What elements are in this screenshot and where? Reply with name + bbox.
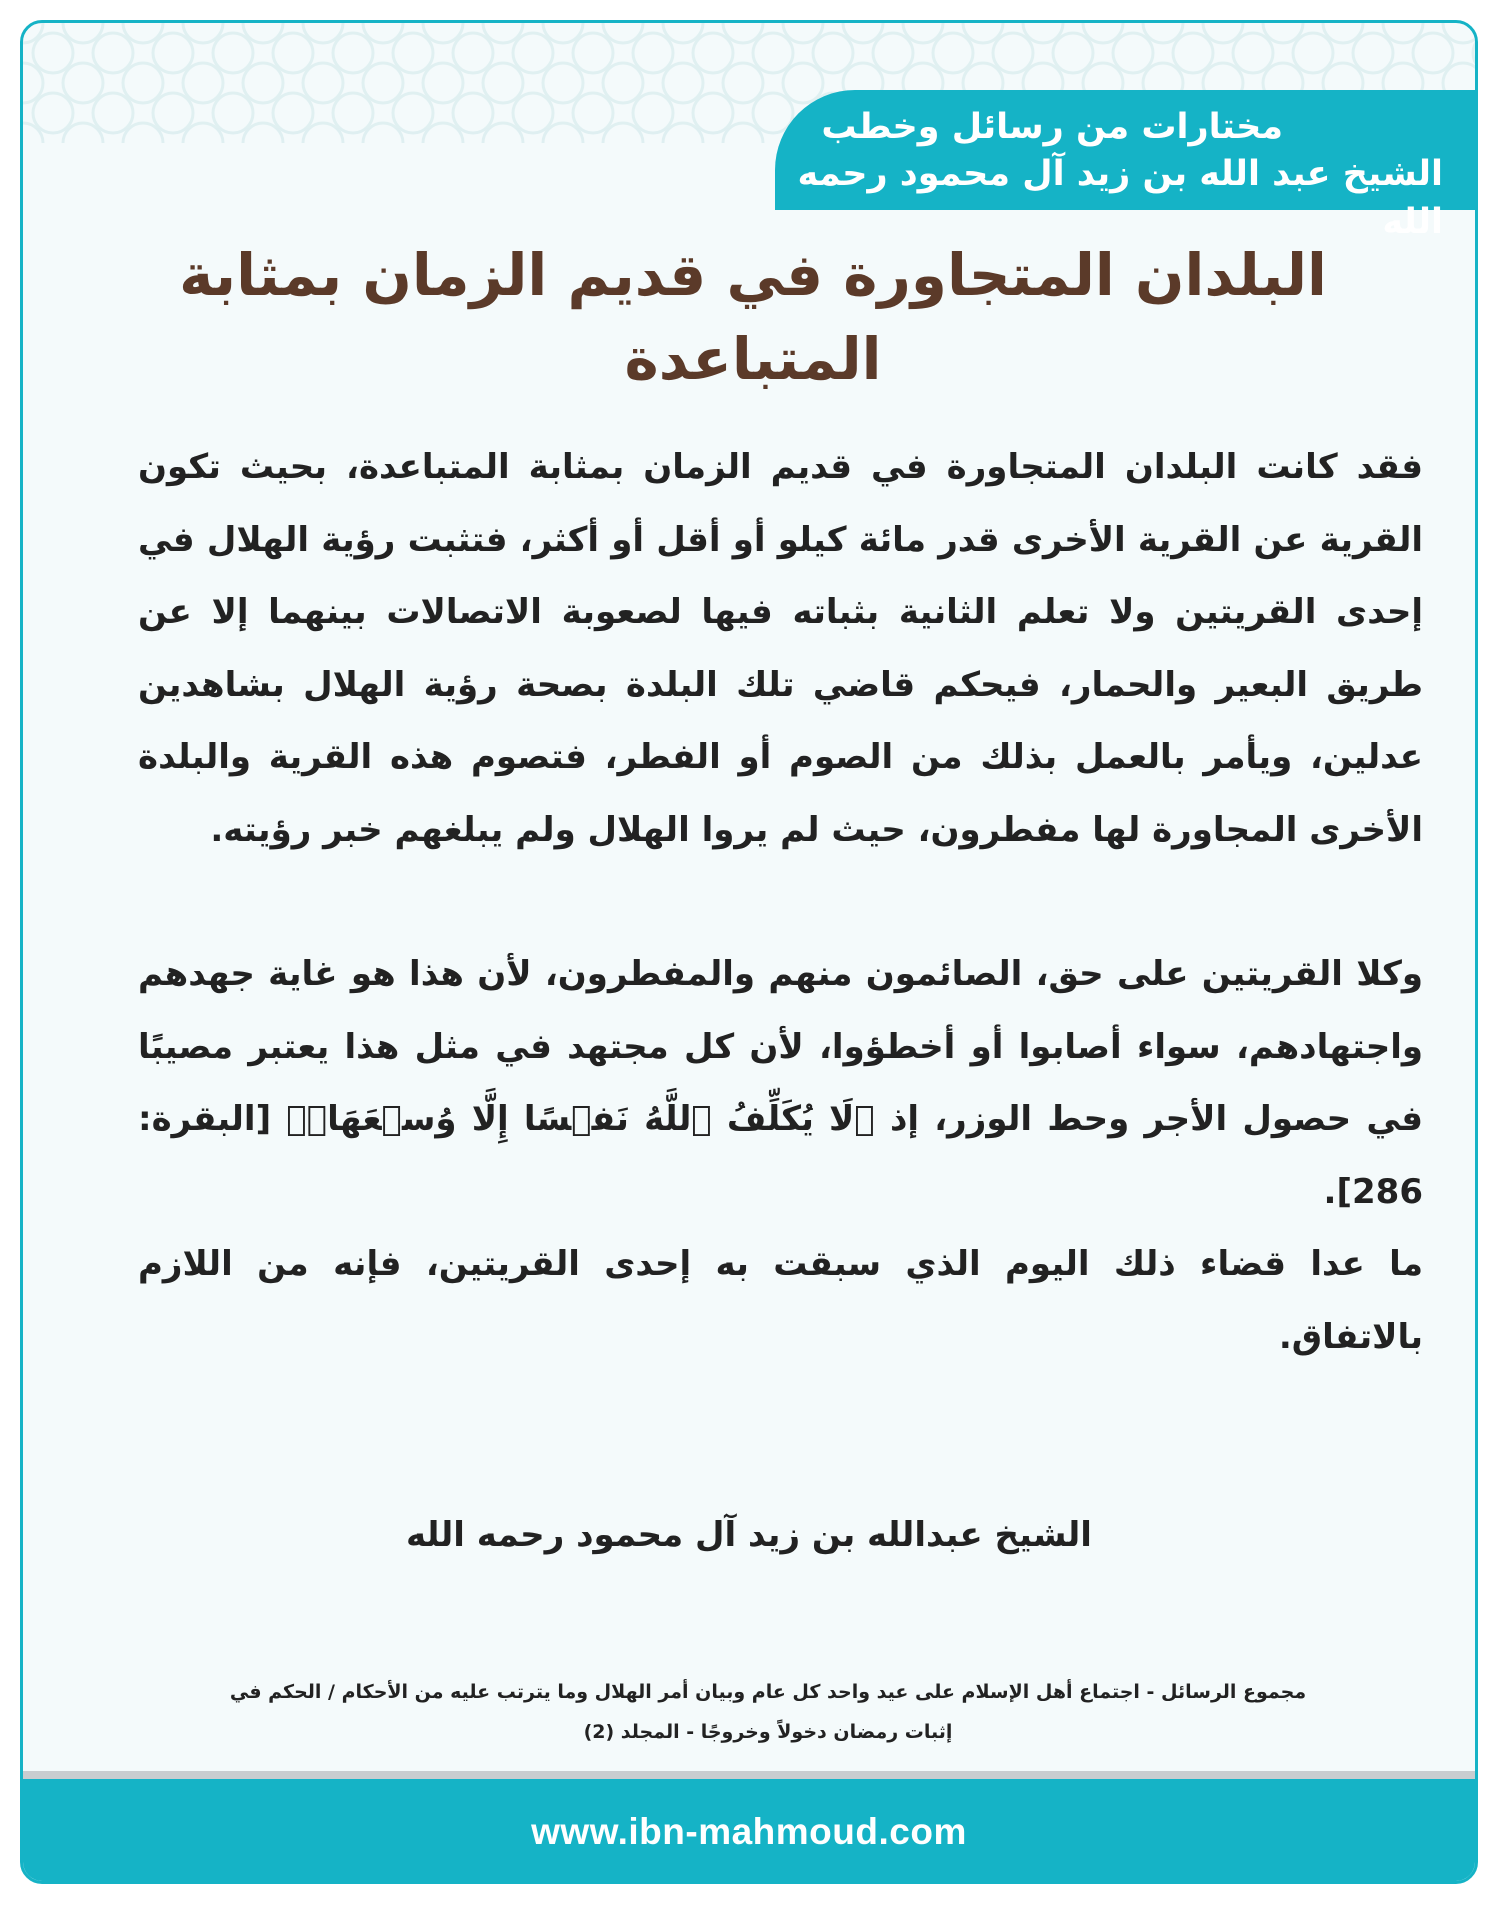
paragraph-3: ما عدا قضاء ذلك اليوم الذي سبقت به إحدى القريتين، فإنه من اللازم بالاتفاق. xyxy=(138,1244,1423,1357)
article-body xyxy=(138,431,1423,1373)
source-citation xyxy=(143,1672,1393,1752)
article-title: البلدان المتجاورة في قديم الزمان بمثابة المتباعدة xyxy=(179,241,1327,393)
source-line-2: إثبات رمضان دخولاً وخروجًا - المجلد (2) xyxy=(583,1721,953,1743)
page-card xyxy=(20,20,1478,1884)
paragraph-2: وكلا القريتين على حق، الصائمون منهم والمفطرون، لأن هذا هو غاية جهدهم واجتهادهم، سواء أصابوا أو أخطؤوا، لأن كل مجتهد في مثل هذا يعتبر مصيبًا في حصول الأجر وحط الوزر، إذ ﴿لَا يُكَلِّفُ ٱللَّهُ نَفۡسًا إِلَّا وُسۡعَهَاۚ﴾ [البقرة: 286]. xyxy=(138,954,1423,1212)
footer-bar xyxy=(23,1779,1475,1884)
paragraph-gap xyxy=(138,866,1423,938)
paragraph-1: فقد كانت البلدان المتجاورة في قديم الزمان بمثابة المتباعدة، بحيث تكون القرية عن القرية الأخرى قدر مائة كيلو أو أقل أو أكثر، فتثبت رؤية الهلال في إحدى القريتين ولا تعلم الثانية بثباته فيها لصعوبة الاتصالات بينهما إلا عن طريق البعير والحمار، فيحكم قاضي تلك البلدة بصحة رؤية الهلال بشاهدين عدلين، ويأمر بالعمل بذلك من الصوم أو الفطر، فتصوم هذه القرية والبلدة الأخرى المجاورة لها مفطرون، حيث لم يروا الهلال ولم يبلغهم خبر رؤيته. xyxy=(138,447,1423,850)
header-series-title: مختارات من رسائل وخطب xyxy=(821,107,1283,147)
website-link[interactable]: www.ibn-mahmoud.com xyxy=(531,1811,967,1852)
header-band xyxy=(775,90,1475,242)
header-author: الشيخ عبد الله بن زيد آل محمود رحمه الله xyxy=(797,154,1443,242)
source-line-1: مجموع الرسائل - اجتماع أهل الإسلام على عيد واحد كل عام وبيان أمر الهلال وما يترتب عليه من الأحكام / الحكم في xyxy=(229,1681,1307,1703)
signature: الشيخ عبدالله بن زيد آل محمود رحمه الله xyxy=(406,1515,1092,1555)
